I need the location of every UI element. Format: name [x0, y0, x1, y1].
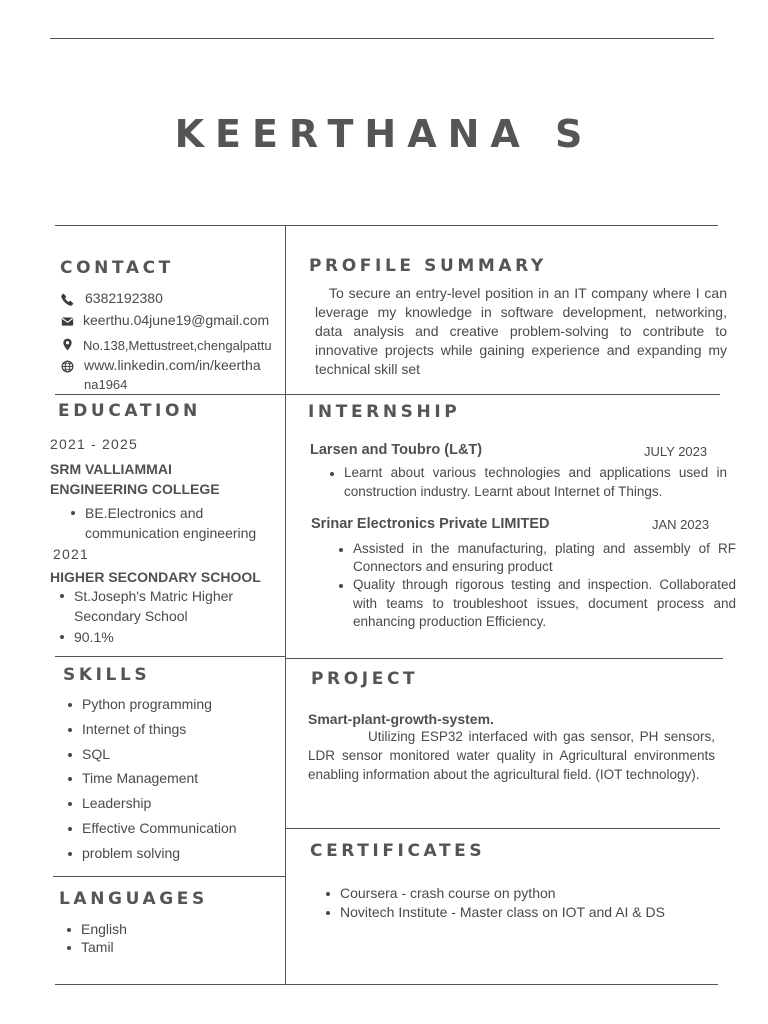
- list-item: Tamil: [81, 938, 276, 956]
- right-rule-certificates: [285, 828, 720, 829]
- column-divider: [285, 225, 286, 985]
- certificates-heading: CERTIFICATES: [310, 841, 486, 861]
- project-description: Utilizing ESP32 interfaced with gas sensor, PH sensors, LDR sensor monitored water quality in Agricultural environments enabling information about the agricultural field. (IOT technology).: [308, 729, 715, 782]
- internship-bullets-1: [344, 464, 727, 501]
- bottom-rule: [55, 984, 718, 985]
- education-years-1: 2021 - 2025: [50, 436, 138, 452]
- list-item: Leadership: [82, 794, 277, 813]
- list-item: problem solving: [82, 844, 277, 863]
- education-heading: EDUCATION: [58, 401, 201, 421]
- list-item: Learnt about various technologies and applications used in construction industry. Learnt about Internet of Things.: [344, 464, 727, 501]
- list-item: Assisted in the manufacturing, plating and assembly of RF Connectors and ensuring product: [353, 541, 736, 574]
- list-item: Novitech Institute - Master class on IOT and AI & DS: [340, 903, 720, 922]
- list-item: [85, 503, 280, 543]
- project-name: Smart-plant-growth-system.: [308, 711, 494, 727]
- header-rule: [55, 225, 718, 226]
- list-item: [74, 586, 279, 626]
- right-rule-project: [285, 658, 723, 659]
- right-rule-internship: [285, 394, 720, 395]
- languages-list: [81, 920, 276, 956]
- contact-email: keerthu.04june19@gmail.com: [83, 312, 270, 328]
- internship-date-2: JAN 2023: [652, 517, 710, 532]
- location-pin-icon: [60, 337, 74, 351]
- internship-company-1: Larsen and Toubro (L&T): [310, 442, 483, 458]
- education-school-1-line1: SRM VALLIAMMAI: [50, 461, 172, 477]
- languages-heading: LANGUAGES: [59, 889, 208, 909]
- list-item: 90.1%: [74, 627, 279, 647]
- list-item: Internet of things: [82, 720, 277, 739]
- education-details-2: [74, 586, 279, 647]
- internship-heading: INTERNSHIP: [308, 402, 461, 422]
- list-item: Time Management: [82, 769, 277, 788]
- profile-summary-text: To secure an entry-level position in an IT company where I can leverage my knowledge in software development, networking, data analysis and creative problem-solving to contribute to innovative projects while gaining experience and expanding my technical skill set: [315, 285, 727, 377]
- list-item: SQL: [82, 745, 277, 764]
- list-item: Effective Communication: [82, 819, 277, 838]
- profile-summary-heading: PROFILE SUMMARY: [309, 256, 547, 276]
- education-detail-2-line1: St.Joseph's Matric Higher: [74, 588, 234, 604]
- education-detail-1-line2: communication engineering: [85, 525, 257, 541]
- globe-icon: [60, 359, 74, 373]
- envelope-icon: [60, 314, 74, 328]
- skills-heading: SKILLS: [63, 665, 151, 685]
- education-years-2: 2021: [53, 546, 89, 562]
- skills-list: [82, 695, 277, 863]
- top-rule: [50, 38, 714, 39]
- left-rule-languages: [53, 876, 285, 877]
- education-school-1-line2: ENGINEERING COLLEGE: [50, 481, 220, 497]
- left-rule-skills: [55, 656, 285, 657]
- candidate-name: KEERTHANA S: [174, 112, 594, 156]
- contact-heading: CONTACT: [60, 258, 174, 278]
- education-school-2: HIGHER SECONDARY SCHOOL: [50, 569, 261, 585]
- internship-bullets-2: [353, 540, 736, 632]
- phone-icon: [60, 292, 74, 306]
- internship-company-2: Srinar Electronics Private LIMITED: [311, 516, 550, 532]
- internship-date-1: JULY 2023: [644, 444, 708, 459]
- education-detail-1-line1: BE.Electronics and: [85, 505, 204, 521]
- education-detail-2-line2: Secondary School: [74, 608, 188, 624]
- contact-address: No.138,Mettustreet,chengalpattu: [83, 338, 272, 353]
- project-heading: PROJECT: [311, 669, 419, 689]
- certificates-list: [340, 884, 720, 922]
- contact-linkedin-line2[interactable]: na1964: [84, 377, 128, 392]
- education-details-1: [85, 503, 280, 543]
- list-item: English: [81, 920, 276, 938]
- list-item: Coursera - crash course on python: [340, 884, 720, 903]
- contact-linkedin-line1[interactable]: www.linkedin.com/in/keertha: [84, 357, 261, 373]
- list-item: Python programming: [82, 695, 277, 714]
- contact-phone: 6382192380: [85, 290, 163, 306]
- list-item: Quality through rigorous testing and inspection. Collaborated with teams to troubleshoot issues, document process and enhancing production Efficiency.: [353, 576, 736, 632]
- left-rule-education: [55, 394, 285, 395]
